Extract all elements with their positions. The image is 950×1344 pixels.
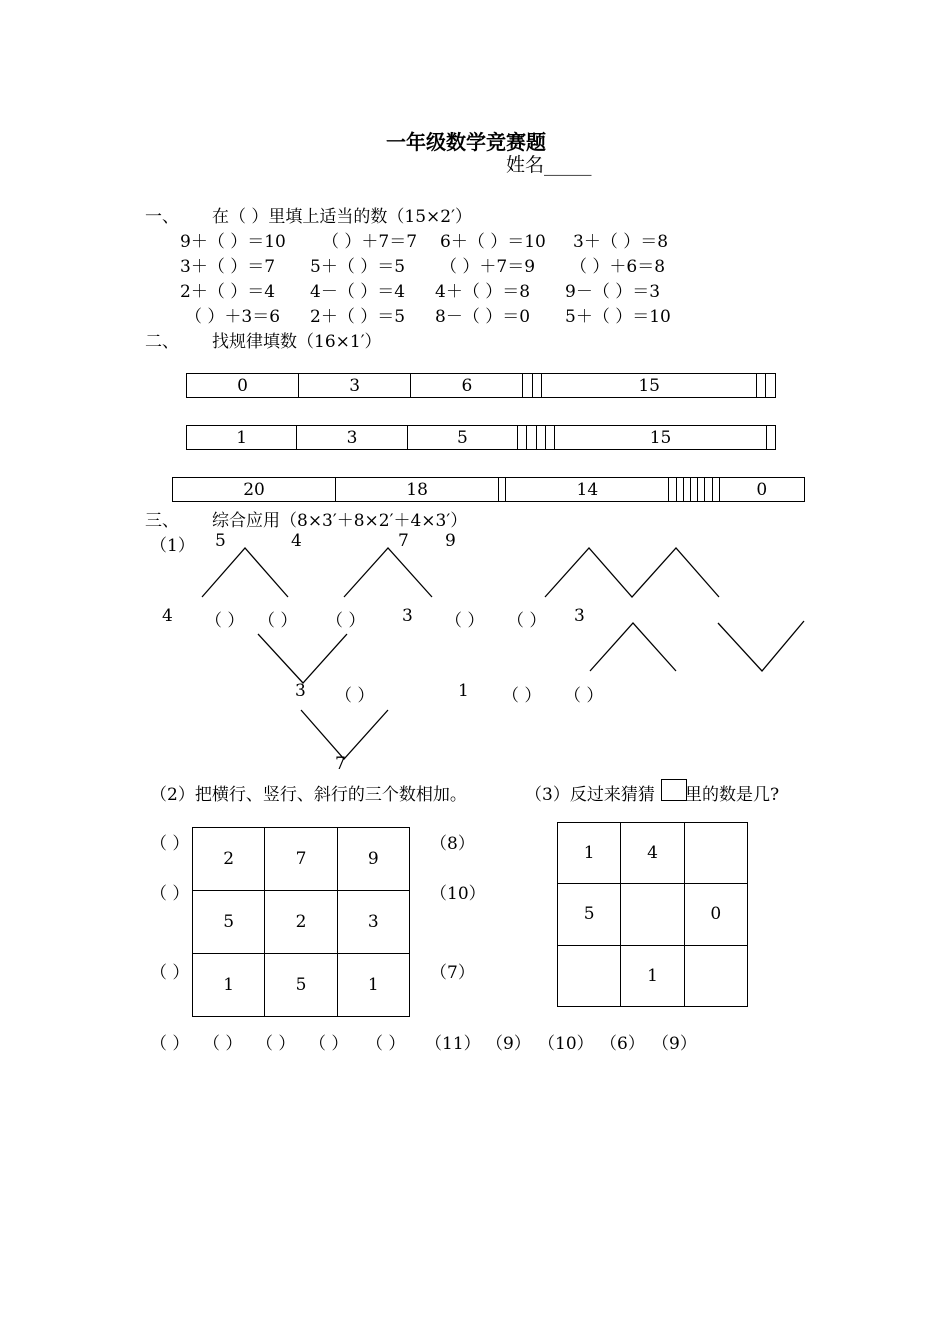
equation: 4＋（ ）＝8 (435, 282, 531, 302)
grid-cell: 1 (193, 954, 265, 1017)
section3-number: 三、 (145, 511, 179, 531)
grid-cell: 2 (193, 828, 265, 891)
tree-blank[interactable]: （ ） (205, 611, 245, 631)
tree-number: 3 (574, 606, 585, 626)
section1-heading: 在（ ）里填上适当的数（15×2′） (212, 207, 472, 227)
row-sum: （8） (430, 834, 475, 854)
seq-cell[interactable]: 20 (173, 478, 336, 502)
equation: 4－（ ）＝4 (310, 282, 406, 302)
tree-blank[interactable]: （ ） (326, 611, 366, 631)
equation: （ ）＋7＝7 (322, 232, 418, 252)
column-sum-blank[interactable]: （ ） (366, 1034, 406, 1054)
column-sum: （10） (538, 1034, 594, 1054)
seq-cell[interactable]: 0 (187, 374, 299, 398)
column-sum: （9） (486, 1034, 531, 1054)
equation: （ ）＋7＝9 (440, 257, 536, 277)
equation: 9－（ ）＝3 (565, 282, 661, 302)
equation: （ ）＋6＝8 (570, 257, 666, 277)
tree-blank[interactable]: （ ） (335, 686, 375, 706)
grid-cell: 7 (265, 828, 337, 891)
tree-number: 5 (215, 531, 226, 551)
grid-cell: 5 (558, 884, 621, 945)
equation: 3＋（ ）＝7 (180, 257, 276, 277)
grid-cell: 4 (621, 823, 684, 884)
tree-number: 4 (162, 606, 173, 626)
section1-number: 一、 (145, 207, 179, 227)
seq-cell[interactable]: 0 (719, 478, 804, 502)
answer-box-symbol (661, 779, 687, 801)
tree-number: 4 (291, 531, 302, 551)
seq-cell[interactable]: 3 (299, 374, 411, 398)
tree-blank[interactable]: （ ） (564, 686, 604, 706)
section2-number: 二、 (145, 332, 179, 352)
tree-number: 9 (445, 531, 456, 551)
column-sum: （9） (652, 1034, 697, 1054)
tree-blank[interactable]: （ ） (445, 611, 485, 631)
grid-cell-blank[interactable] (558, 945, 621, 1006)
part3-label-end: 里的数是几? (685, 785, 780, 805)
row-sum-blank[interactable]: （ ） (150, 834, 190, 854)
grid-cell: 2 (265, 891, 337, 954)
tree-number: 7 (398, 531, 409, 551)
part3-label: （3）反过来猜猜 (525, 785, 655, 805)
row-sum-blank[interactable]: （ ） (150, 963, 190, 983)
part2-label: （2）把横行、竖行、斜行的三个数相加。 (150, 785, 467, 805)
page-title: 一年级数学竞赛题 (386, 130, 546, 154)
column-sum-blank[interactable]: （ ） (150, 1034, 190, 1054)
name-field-label: 姓名_____ (506, 154, 592, 176)
grid-cell-blank[interactable] (684, 823, 747, 884)
column-sum-blank[interactable]: （ ） (256, 1034, 296, 1054)
seq-cell[interactable]: 15 (542, 374, 757, 398)
column-sum-blank[interactable]: （ ） (309, 1034, 349, 1054)
equation: 8－（ ）＝0 (435, 307, 531, 327)
grid-cell: 9 (337, 828, 409, 891)
equation: 3＋（ ）＝8 (573, 232, 669, 252)
grid-cell-blank[interactable] (684, 945, 747, 1006)
grid-cell: 1 (558, 823, 621, 884)
tree-blank[interactable]: （ ） (507, 611, 547, 631)
equation: 6＋（ ）＝10 (440, 232, 546, 252)
grid-cell: 1 (621, 945, 684, 1006)
seq-cell[interactable]: 15 (555, 426, 766, 450)
grid-cell-blank[interactable] (621, 884, 684, 945)
seq-cell[interactable]: 1 (187, 426, 297, 450)
tree-number: 3 (402, 606, 413, 626)
seq-cell[interactable]: 6 (411, 374, 523, 398)
grid-cell: 1 (337, 954, 409, 1017)
grid-cell: 5 (265, 954, 337, 1017)
equation: 5＋（ ）＝5 (310, 257, 406, 277)
tree-number: 7 (335, 754, 346, 774)
section2-heading: 找规律填数（16×1′） (212, 332, 382, 352)
grid-cell: 5 (193, 891, 265, 954)
tree-blank[interactable]: （ ） (502, 686, 542, 706)
grid-cell: 3 (337, 891, 409, 954)
seq-cell[interactable]: 5 (407, 426, 517, 450)
seq-cell[interactable]: 3 (297, 426, 407, 450)
column-sum: （11） (425, 1034, 481, 1054)
tree-number: 1 (458, 681, 469, 701)
sum-grid (192, 827, 410, 1017)
guess-grid (557, 822, 748, 1007)
equation: 5＋（ ）＝10 (565, 307, 671, 327)
equation: 2＋（ ）＝4 (180, 282, 276, 302)
column-sum-blank[interactable]: （ ） (203, 1034, 243, 1054)
tree-blank[interactable]: （ ） (258, 611, 298, 631)
equation: （ ）＋3＝6 (185, 307, 281, 327)
column-sum: （6） (600, 1034, 645, 1054)
row-sum: （7） (430, 963, 475, 983)
seq-cell[interactable]: 18 (336, 478, 499, 502)
section3-heading: 综合应用（8×3′＋8×2′＋4×3′） (212, 511, 468, 531)
row-sum-blank[interactable]: （ ） (150, 884, 190, 904)
equation: 9＋（ ）＝10 (180, 232, 286, 252)
grid-cell: 0 (684, 884, 747, 945)
part1-label: （1） (150, 536, 195, 556)
equation: 2＋（ ）＝5 (310, 307, 406, 327)
row-sum: （10） (430, 884, 486, 904)
tree-number: 3 (295, 681, 306, 701)
seq-cell[interactable]: 14 (506, 478, 669, 502)
